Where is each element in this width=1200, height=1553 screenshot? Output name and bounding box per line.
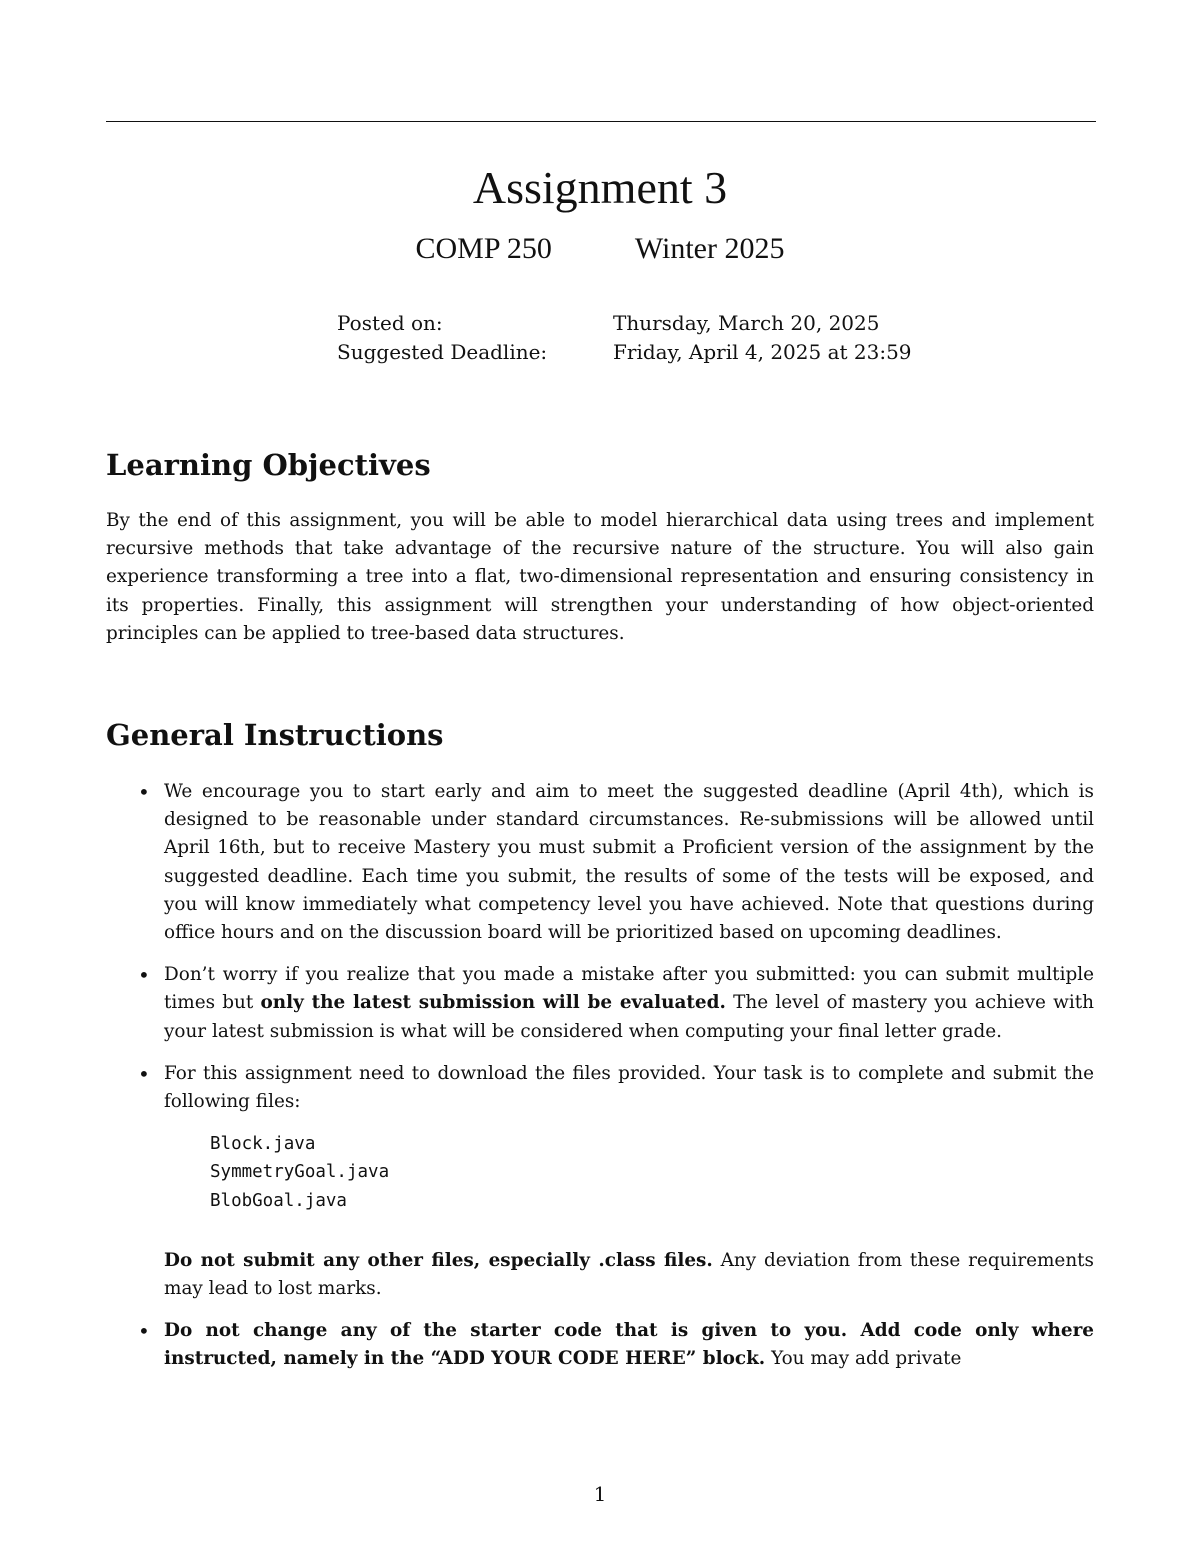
deadline-label: Suggested Deadline: xyxy=(337,340,548,364)
list-item xyxy=(106,961,1094,1046)
instructions-heading: General Instructions xyxy=(106,718,444,752)
file-name: Block.java xyxy=(210,1134,316,1155)
course-term-line xyxy=(0,230,1200,268)
page-number: 1 xyxy=(593,1482,607,1506)
files-note-rest: Any deviation from these requirements may lead to lost marks. xyxy=(164,1249,1094,1300)
document-title: Assignment 3 xyxy=(472,162,728,213)
list-item xyxy=(106,1317,1094,1373)
deadline-row xyxy=(337,338,912,367)
file-list xyxy=(210,1130,1094,1215)
deadline-value: Friday, April 4, 2025 at 23:59 xyxy=(613,340,912,364)
starter-code-bold: Do not change any of the starter code that is given to you. Add code only where instructed, namely in the “ADD YOUR CODE HERE” block. xyxy=(164,1320,1094,1370)
list-item xyxy=(106,1060,1094,1303)
submission-text-pre: Don’t worry if you realize that you made a mistake after you submitted: you can submit multiple times but xyxy=(164,964,1094,1014)
submission-text-bold: only the latest submission will be evaluated. xyxy=(260,992,726,1014)
top-rule xyxy=(106,121,1096,122)
term: Winter 2025 xyxy=(634,232,785,265)
file-name: SymmetryGoal.java xyxy=(210,1162,390,1183)
posted-value: Thursday, March 20, 2025 xyxy=(613,311,880,335)
posted-label: Posted on: xyxy=(337,311,443,335)
dates-table xyxy=(337,309,912,367)
deadline-instruction: We encourage you to start early and aim to meet the suggested deadline (April 4th), which is designed to be reasonable under standard circumstances. Re-submissions will be allowed until April 16th, but to receive Mastery you must submit a Proficient version of the assignment by the suggested deadline. Each time you submit, the results of some of the tests will be exposed, and you will know immediately what competency level you have achieved. Note that questions during office hours and on the discussion board will be prioritized based on upcoming deadlines. xyxy=(164,781,1094,944)
list-item xyxy=(106,778,1094,947)
course-code: COMP 250 xyxy=(415,232,552,265)
instructions-list xyxy=(106,778,1094,1388)
objectives-heading: Learning Objectives xyxy=(106,448,431,482)
submission-text-post: The level of mastery you achieve with your latest submission is what will be considered when computing your final letter grade. xyxy=(164,992,1095,1042)
files-intro: For this assignment need to download the files provided. Your task is to complete and submit the following files: xyxy=(164,1062,1094,1113)
files-note xyxy=(164,1247,1094,1303)
objectives-paragraph: By the end of this assignment, you will be able to model hierarchical data using trees and implement recursive methods that take advantage of the recursive nature of the structure. You will also gain experience transforming a tree into a flat, two-dimensional representation and ensuring consistency in its properties. Finally, this assignment will strengthen your understanding of how object-oriented principles can be applied to tree-based data structures. xyxy=(106,510,1094,644)
posted-row xyxy=(337,309,912,338)
files-note-bold: Do not submit any other files, especially .class files. xyxy=(164,1249,713,1271)
starter-code-rest: You may add private xyxy=(765,1348,962,1370)
file-name: BlobGoal.java xyxy=(210,1190,347,1211)
